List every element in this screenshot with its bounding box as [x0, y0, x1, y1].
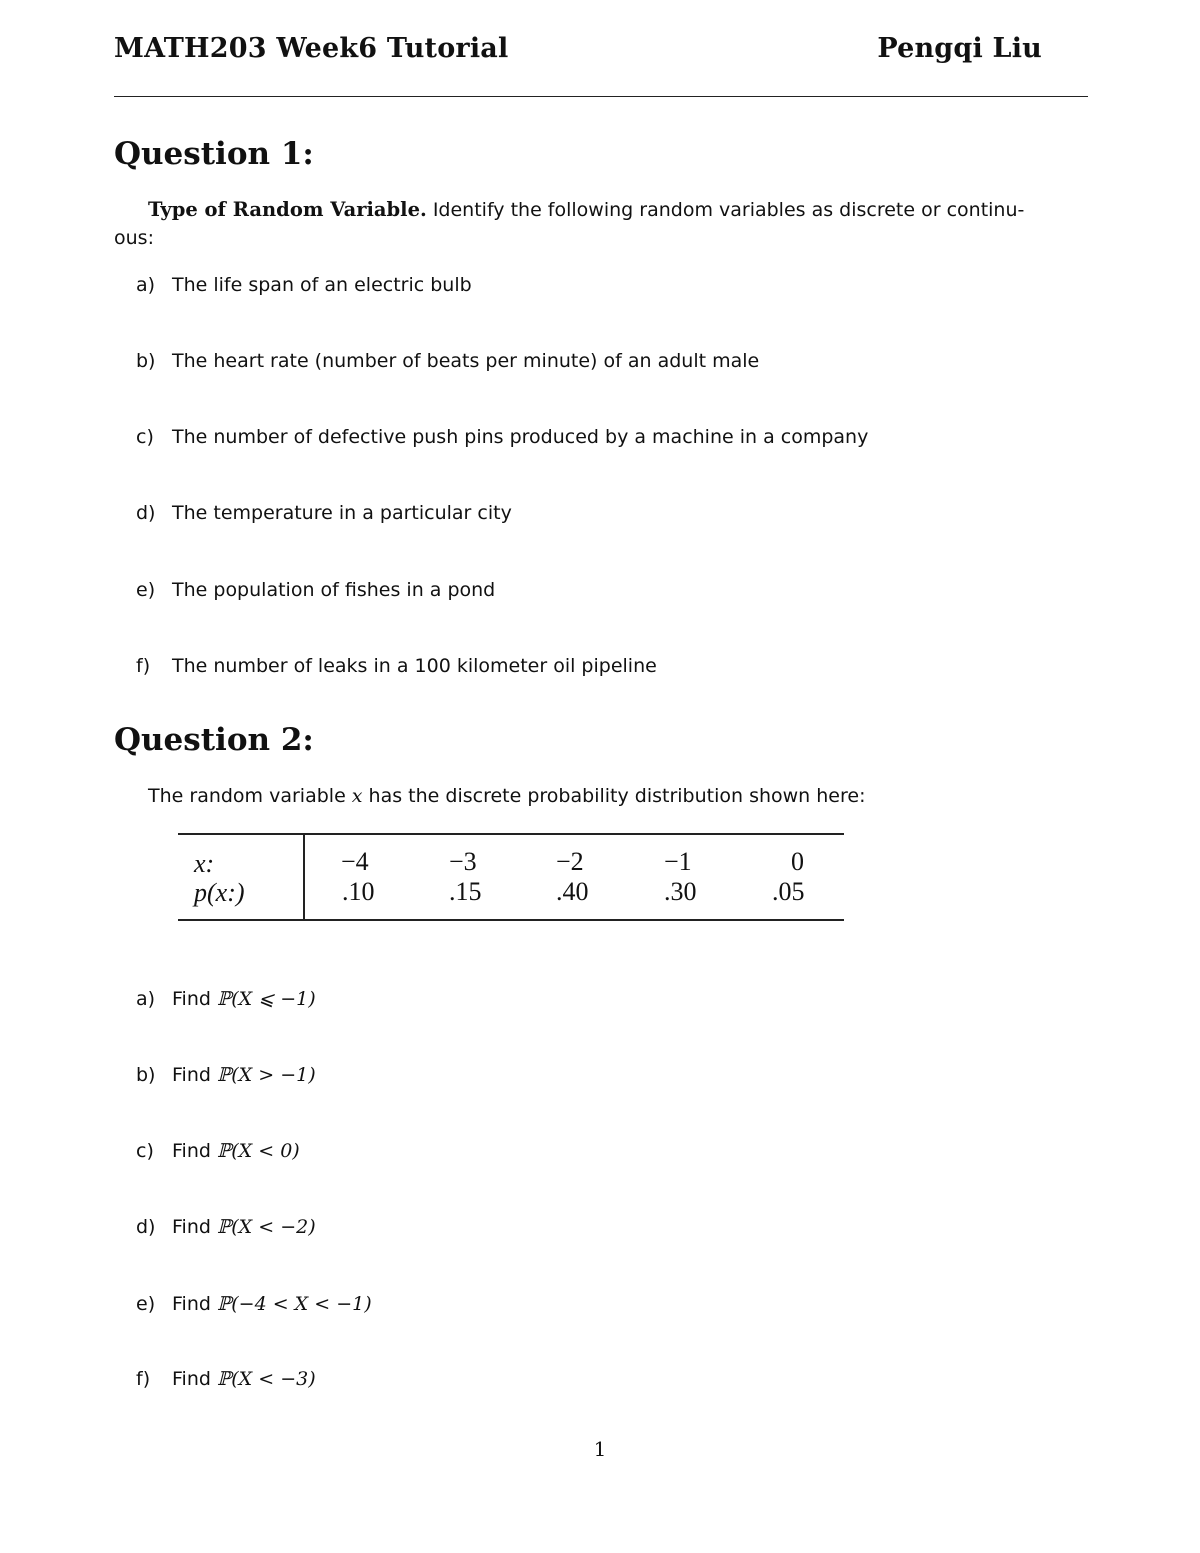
q1-item-e	[136, 579, 495, 601]
q2-item-label: b)	[136, 1064, 156, 1086]
question-1-title: Question 1:	[114, 136, 314, 172]
q1-item-text: The temperature in a particular city	[172, 502, 512, 524]
table-p-value: .05	[772, 877, 805, 906]
q1-item-text: The number of leaks in a 100 kilometer oil pipeline	[172, 655, 657, 677]
q1-item-f	[136, 655, 657, 677]
q2-item-prefix: Find	[172, 1293, 217, 1315]
page-number: 1	[593, 1437, 607, 1461]
q2-item-label: e)	[136, 1293, 156, 1315]
table-x-value: 0	[791, 847, 804, 876]
q2-item-label: c)	[136, 1140, 154, 1162]
q1-item-d	[136, 502, 512, 524]
question-2-intro-variable: x	[351, 785, 363, 807]
q1-item-text: The number of defective push pins produced by a machine in a company	[172, 426, 869, 448]
table-row-label-px: p(x:)	[194, 878, 245, 907]
q1-item-label: a)	[136, 274, 156, 296]
q2-item-prefix: Find	[172, 988, 217, 1010]
q1-item-label: c)	[136, 426, 154, 448]
question-1-intro	[148, 198, 1024, 221]
question-2-intro-post: has the discrete probability distribution shown here:	[362, 785, 866, 807]
table-p-value: .15	[449, 877, 482, 906]
table-p-value: .40	[556, 877, 589, 906]
q1-item-c	[136, 426, 868, 448]
table-row-label-x: x:	[194, 849, 215, 878]
table-x-value: −2	[556, 847, 584, 876]
q2-item-expression: ℙ(X < 0)	[216, 1140, 300, 1162]
q2-item-expression: ℙ(X < −3)	[216, 1368, 316, 1390]
course-title: MATH203 Week6 Tutorial	[114, 33, 509, 64]
q1-item-text: The population of fishes in a pond	[172, 579, 496, 601]
q2-item-expression: ℙ(X > −1)	[216, 1064, 316, 1086]
header-divider	[114, 96, 1088, 97]
q1-item-label: b)	[136, 350, 156, 372]
q1-item-text: The life span of an electric bulb	[172, 274, 472, 296]
q2-item-expression: ℙ(X < −2)	[216, 1216, 316, 1238]
q1-item-b	[136, 350, 759, 372]
q1-item-label: e)	[136, 579, 156, 601]
q2-item-f	[136, 1368, 316, 1390]
table-p-value: .10	[342, 877, 375, 906]
table-x-value: −3	[449, 847, 477, 876]
q2-item-expression: ℙ(−4 < X < −1)	[216, 1293, 372, 1315]
q2-item-label: f)	[136, 1368, 151, 1390]
q1-item-a	[136, 274, 472, 296]
q2-item-d	[136, 1216, 316, 1238]
author-name: Pengqi Liu	[877, 33, 1042, 64]
q1-item-label: f)	[136, 655, 151, 677]
q2-item-prefix: Find	[172, 1368, 217, 1390]
q2-item-label: a)	[136, 988, 156, 1010]
q2-item-prefix: Find	[172, 1216, 217, 1238]
question-2-title: Question 2:	[114, 722, 314, 758]
table-vertical-rule	[303, 835, 305, 919]
q2-item-prefix: Find	[172, 1140, 217, 1162]
q2-item-expression: ℙ(X ⩽ −1)	[216, 988, 316, 1010]
table-x-value: −1	[664, 847, 692, 876]
question-1-intro-continuation: ous:	[114, 227, 154, 249]
table-p-value: .30	[664, 877, 697, 906]
q2-item-e	[136, 1293, 372, 1315]
question-2-intro	[148, 785, 865, 807]
table-x-value: −4	[341, 847, 369, 876]
q2-item-b	[136, 1064, 316, 1086]
q2-item-a	[136, 988, 316, 1010]
q1-item-label: d)	[136, 502, 156, 524]
q2-item-label: d)	[136, 1216, 156, 1238]
q1-item-text: The heart rate (number of beats per minute) of an adult male	[172, 350, 760, 372]
q2-item-c	[136, 1140, 300, 1162]
question-1-intro-text: Identify the following random variables as discrete or continu-	[426, 199, 1025, 221]
question-2-intro-pre: The random variable	[148, 785, 352, 807]
probability-distribution-table	[178, 833, 844, 921]
q2-item-prefix: Find	[172, 1064, 217, 1086]
question-1-intro-bold: Type of Random Variable.	[148, 198, 427, 221]
